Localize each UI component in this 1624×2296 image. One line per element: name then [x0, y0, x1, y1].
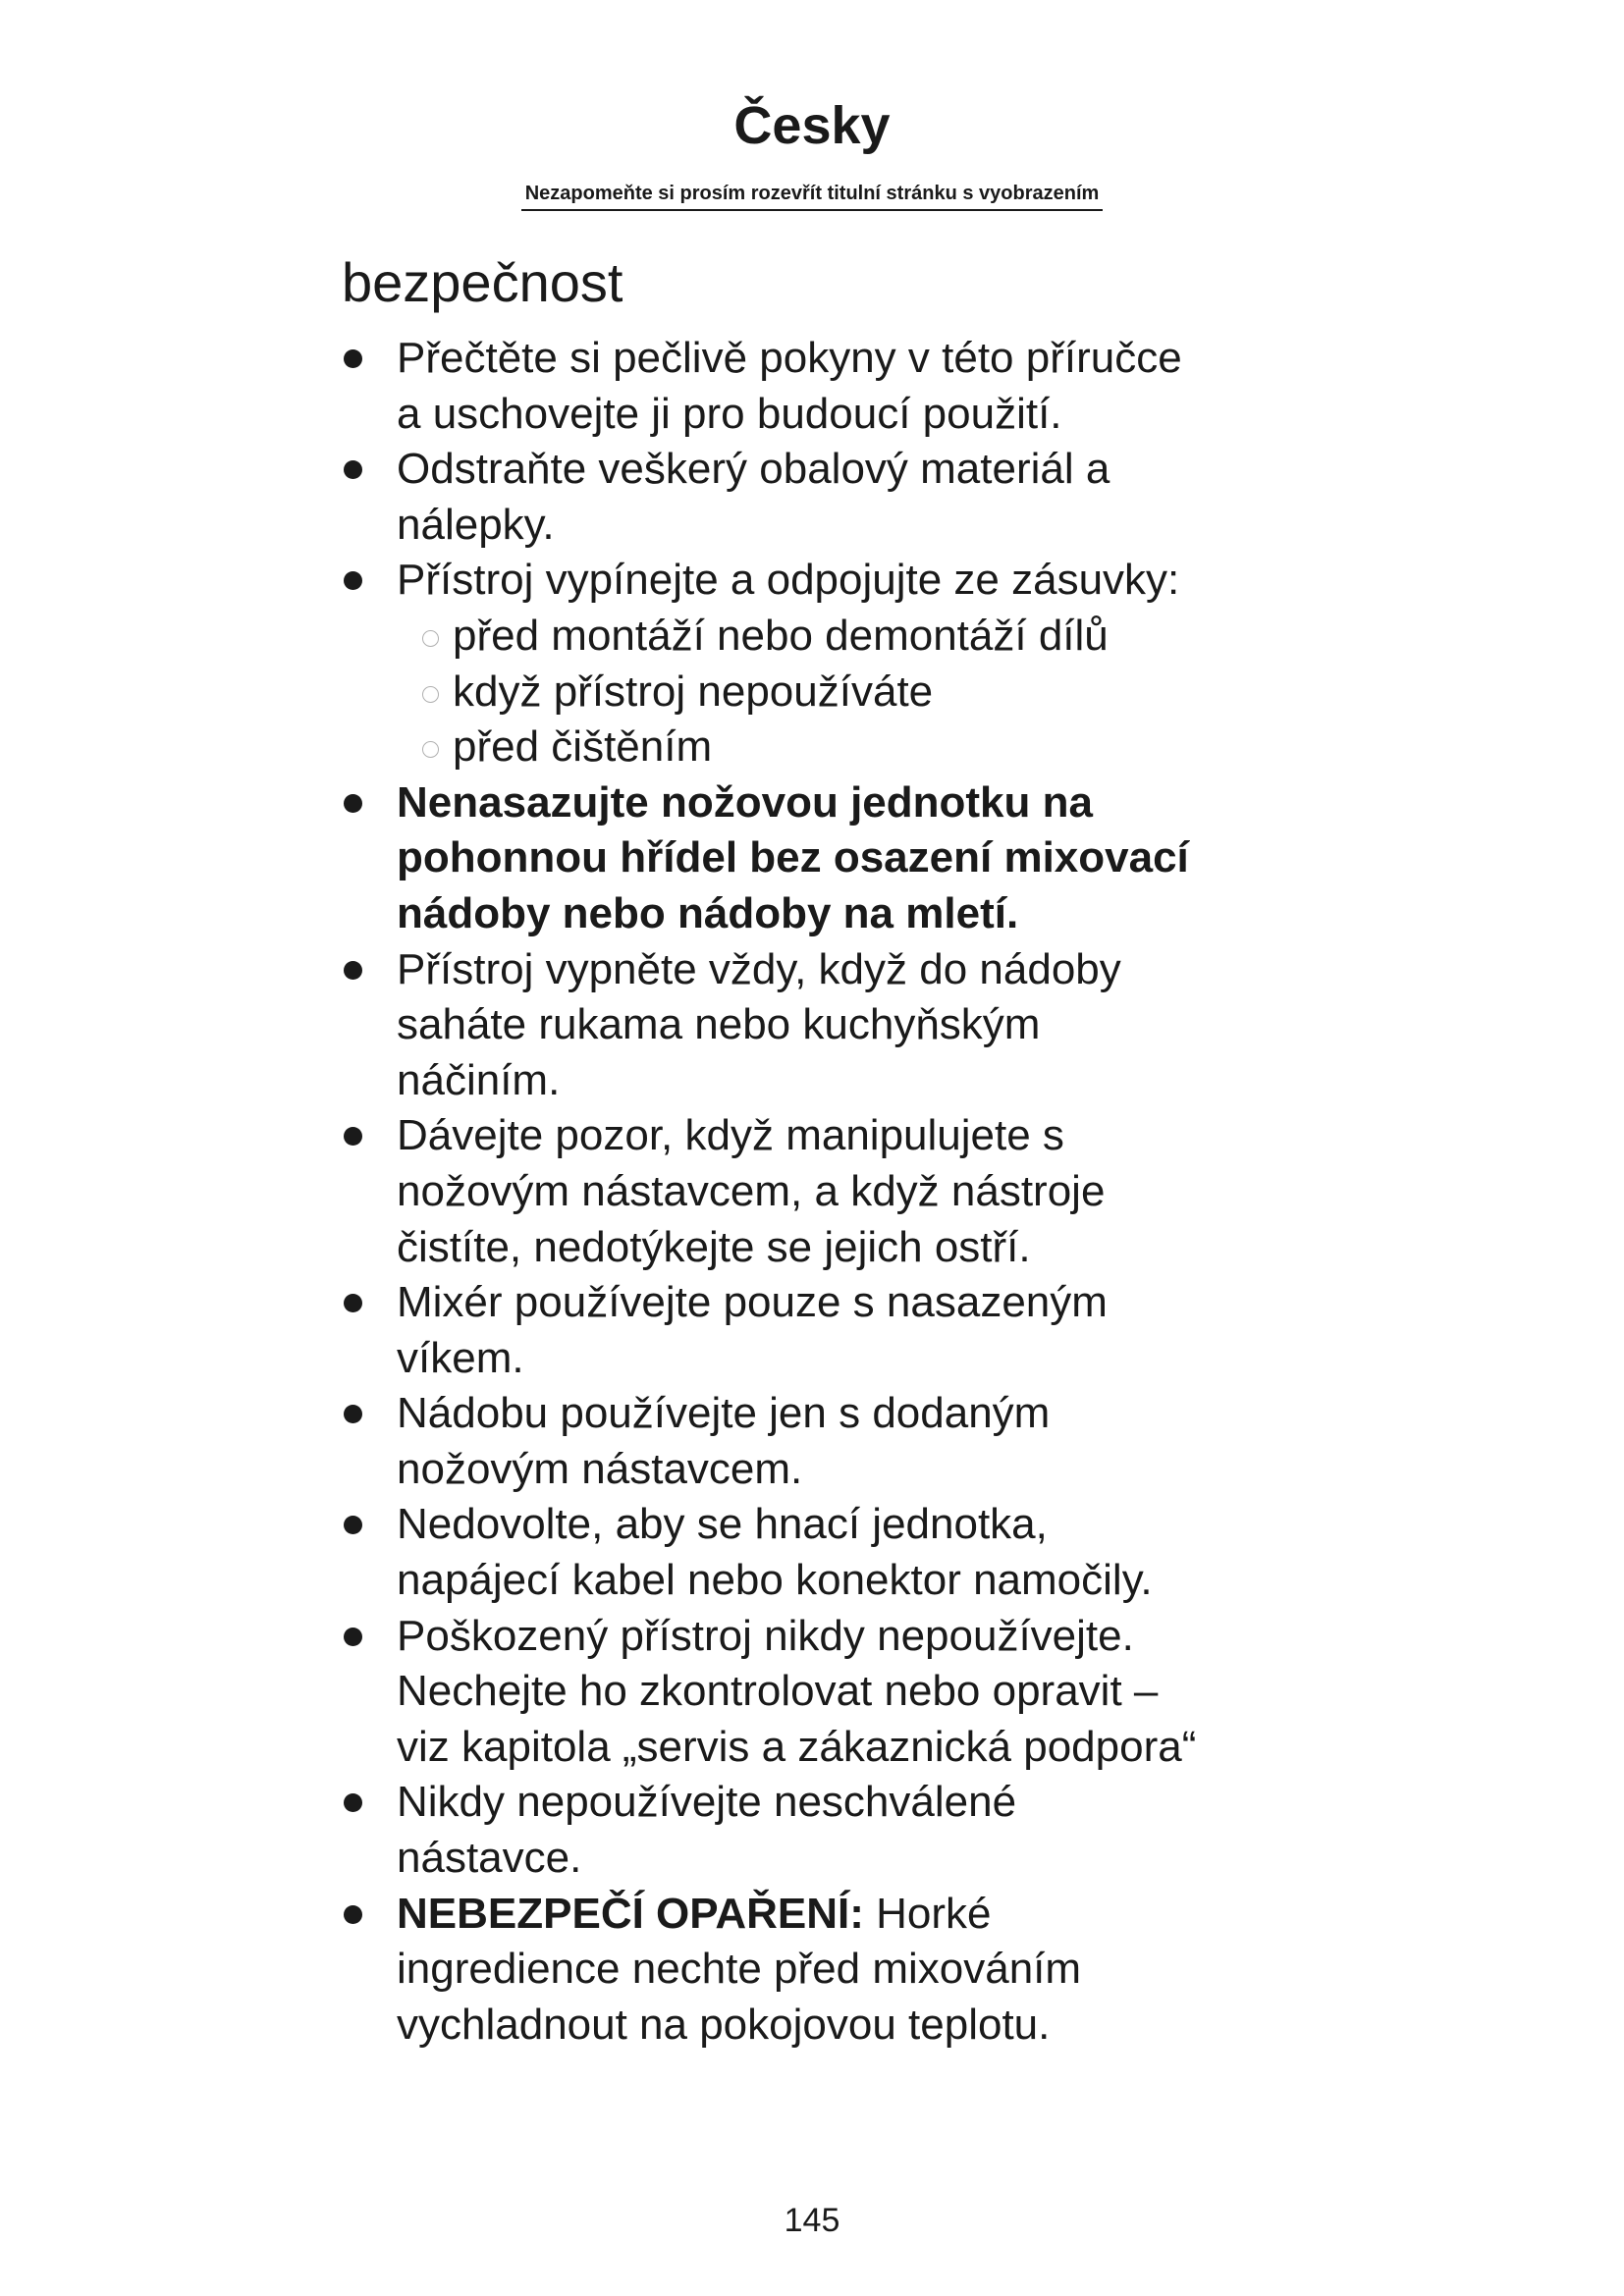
- bullet-icon: [344, 1405, 362, 1423]
- item-line: Přístroj vypněte vždy, když do nádoby: [397, 944, 1121, 993]
- sub-item-text: před montáží nebo demontáží dílů: [453, 611, 1109, 660]
- item-line: pohonnou hřídel bez osazení mixovací: [397, 833, 1189, 882]
- list-item-scald-warning: [344, 1887, 1326, 2054]
- item-line: a uschovejte ji pro budoucí použití.: [397, 389, 1062, 438]
- item-line: Nechejte ho zkontrolovat nebo opravit –: [397, 1667, 1159, 1716]
- list-item: [344, 1775, 1326, 1886]
- circle-bullet-icon: [422, 686, 439, 703]
- item-line: vychladnout na pokojovou teplotu.: [397, 2000, 1051, 2049]
- bullet-icon: [344, 1294, 362, 1312]
- sub-item: [397, 720, 1326, 775]
- bullet-icon: [344, 460, 362, 479]
- list-item: [344, 942, 1326, 1109]
- circle-bullet-icon: [422, 741, 439, 758]
- item-line: Nádobu používejte jen s dodaným: [397, 1389, 1051, 1438]
- bullet-icon: [344, 1127, 362, 1146]
- bullet-icon: [344, 1905, 362, 1924]
- item-line: Nikdy nepoužívejte neschválené: [397, 1778, 1017, 1827]
- item-line: Dávejte pozor, když manipulujete s: [397, 1111, 1064, 1160]
- page-number: 145: [784, 2202, 840, 2239]
- item-line: viz kapitola „servis a zákaznická podpora“: [397, 1722, 1197, 1771]
- item-line: čistíte, nedotýkejte se jejich ostří.: [397, 1222, 1031, 1271]
- item-line: Nenasazujte nožovou jednotku na: [397, 777, 1093, 827]
- list-item-warning: [344, 775, 1326, 942]
- warning-label: NEBEZPEČÍ OPAŘENÍ:: [397, 1889, 864, 1938]
- item-line: Odstraňte veškerý obalový materiál a: [397, 445, 1110, 494]
- list-item: [344, 1386, 1326, 1497]
- sub-item-text: před čištěním: [453, 722, 713, 772]
- sub-item: [397, 665, 1326, 721]
- item-line: saháte rukama nebo kuchyňským: [397, 1000, 1041, 1049]
- bullet-icon: [344, 1628, 362, 1646]
- subtitle-text: Nezapomeňte si prosím rozevřít titulní stránku s vyobrazením: [521, 180, 1104, 211]
- item-line: Přečtěte si pečlivě pokyny v této příručce: [397, 334, 1182, 382]
- item-line: Nedovolte, aby se hnací jednotka,: [397, 1500, 1048, 1549]
- item-line: nádoby nebo nádoby na mletí.: [397, 888, 1019, 937]
- item-line: Přístroj vypínejte a odpojujte ze zásuvky:: [397, 556, 1180, 605]
- list-item: [344, 1108, 1326, 1275]
- bullet-icon: [344, 961, 362, 980]
- item-line: nálepky.: [397, 500, 555, 549]
- item-line: nožovým nástavcem, a když nástroje: [397, 1166, 1106, 1215]
- list-item: [344, 442, 1326, 553]
- bullet-icon: [344, 1793, 362, 1812]
- item-line: nástavce.: [397, 1834, 582, 1883]
- sub-item-text: když přístroj nepoužíváte: [453, 667, 934, 716]
- item-line: Poškozený přístroj nikdy nepoužívejte.: [397, 1611, 1134, 1660]
- item-line: Mixér používejte pouze s nasazeným: [397, 1278, 1108, 1327]
- bullet-icon: [344, 794, 362, 813]
- item-line: ingredience nechte před mixováním: [397, 1945, 1082, 1994]
- list-item: [344, 1609, 1326, 1776]
- sub-item: [397, 609, 1326, 665]
- section-heading: bezpečnost: [342, 251, 623, 313]
- page-title: Česky: [733, 96, 891, 155]
- bullet-icon: [344, 349, 362, 368]
- list-item: [344, 1275, 1326, 1386]
- item-line: nožovým nástavcem.: [397, 1444, 803, 1493]
- bullet-icon: [344, 571, 362, 590]
- list-item: [344, 1497, 1326, 1608]
- item-line: náčiním.: [397, 1055, 561, 1104]
- warning-text: Horké: [863, 1889, 992, 1938]
- bullet-icon: [344, 1516, 362, 1534]
- list-item: [344, 553, 1326, 774]
- circle-bullet-icon: [422, 630, 439, 647]
- item-line: napájecí kabel nebo konektor namočily.: [397, 1556, 1153, 1605]
- item-line: víkem.: [397, 1333, 524, 1382]
- page-subtitle: [0, 180, 1624, 211]
- list-item: [344, 331, 1326, 442]
- item-line: [397, 1887, 1326, 1943]
- safety-list: [344, 331, 1326, 2053]
